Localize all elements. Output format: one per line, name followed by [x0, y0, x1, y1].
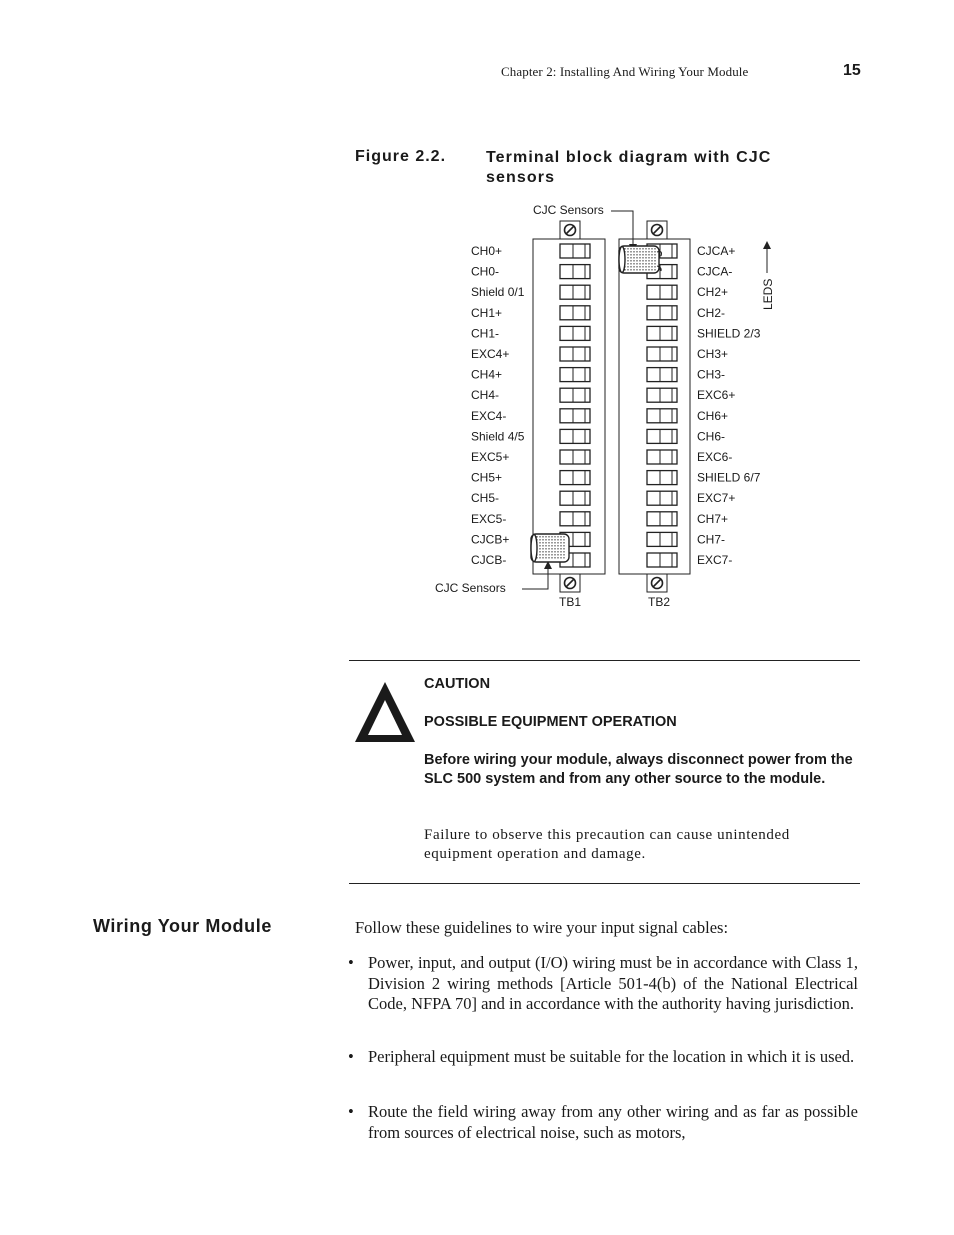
section-heading: Wiring Your Module — [93, 916, 272, 936]
terminal-label: SHIELD 2/3 — [697, 326, 761, 341]
terminal — [471, 388, 590, 402]
terminal — [471, 285, 590, 299]
terminal-label: EXC5- — [471, 511, 507, 526]
terminal — [471, 244, 590, 258]
leds-label: LEDS — [761, 278, 775, 310]
terminal-label: SHIELD 6/7 — [697, 470, 761, 485]
terminal-label: CH4- — [471, 388, 500, 403]
terminal-label: CH4+ — [471, 367, 503, 382]
terminal — [647, 326, 761, 340]
terminal-label: CH1+ — [471, 305, 503, 320]
tb2-label: TB2 — [648, 595, 671, 609]
tb2-screw-top-icon — [647, 221, 667, 239]
terminal — [471, 512, 590, 526]
terminal-label: EXC5+ — [471, 450, 510, 464]
terminal-label: CH1- — [471, 326, 500, 341]
tb2-screw-bottom-icon — [647, 574, 667, 592]
terminal-label: CH6- — [697, 429, 726, 444]
list-item — [348, 953, 858, 1015]
terminal-label: EXC6+ — [697, 388, 736, 403]
terminal — [471, 491, 590, 505]
terminal-label: CH6+ — [697, 408, 729, 423]
running-header-chapter: Chapter 2: Installing And Wiring Your Module — [501, 64, 749, 79]
leds-arrowhead — [763, 241, 771, 249]
terminal — [647, 471, 761, 485]
tb1-screw-bottom-icon — [560, 574, 580, 592]
tb1-screw-top-icon — [560, 221, 580, 239]
terminal — [471, 429, 590, 443]
cjc-sensors-top-label: CJC Sensors — [533, 203, 604, 217]
list-item — [348, 1102, 858, 1143]
terminal-block-tb2 — [619, 221, 761, 592]
bullet-text: Route the field wiring away from any other wiring and as far as possible from sources of electrical noise, such as motors, — [368, 1102, 858, 1142]
terminal-label: CH3+ — [697, 347, 729, 361]
terminal — [471, 347, 590, 361]
terminal — [471, 326, 590, 340]
terminal-label: CH0- — [471, 264, 500, 279]
terminal — [471, 368, 590, 382]
terminal — [647, 244, 735, 258]
terminal — [471, 450, 590, 464]
caution-bottom-rule — [349, 883, 860, 884]
terminal-label: CH2+ — [697, 285, 729, 300]
bullet-marker: • — [348, 953, 354, 972]
caution-body: Before wiring your module, always disconnect power from the SLC 500 system and from any other source to the module. — [424, 752, 853, 787]
terminal-label: CH7- — [697, 532, 726, 547]
figure-number: Figure 2.2. — [355, 148, 447, 165]
bullet-marker: • — [348, 1102, 354, 1121]
caution-subtitle: POSSIBLE EQUIPMENT OPERATION — [424, 714, 677, 730]
terminal — [471, 306, 590, 320]
cjc-sensors-bottom-label: CJC Sensors — [435, 581, 506, 595]
caution-note: Failure to observe this precaution can cause unintended equipment operation and damage. — [424, 827, 790, 862]
terminal-label: EXC4+ — [471, 347, 510, 361]
terminal-label: CJCB- — [471, 553, 507, 567]
page-number: 15 — [843, 62, 861, 79]
terminal-label: EXC7- — [697, 553, 733, 567]
terminal-label: CJCA- — [697, 264, 733, 279]
cjc-sensor-top — [619, 246, 659, 273]
caution-top-rule — [349, 660, 860, 661]
tb1-label: TB1 — [559, 595, 582, 609]
terminal-label: CJCA+ — [697, 244, 736, 258]
terminal — [647, 491, 735, 505]
bullet-text: Power, input, and output (I/O) wiring must be in accordance with Class 1, Division 2 wiring methods [Article 501-4(b) of the National Electrical Code, NFPA 70] and in accordance with the authority having jurisdiction. — [368, 953, 858, 1013]
cjc-sensor-bottom — [531, 534, 569, 562]
terminal-label: EXC7+ — [697, 491, 736, 506]
terminal-label: Shield 4/5 — [471, 429, 525, 444]
caution-title: CAUTION — [424, 676, 491, 692]
terminal-label: CH3- — [697, 367, 726, 382]
terminal-label: EXC6- — [697, 450, 733, 464]
terminal — [471, 265, 590, 279]
terminal-label: CJCB+ — [471, 532, 510, 547]
terminal-label: CH7+ — [697, 511, 729, 526]
terminal — [471, 471, 590, 485]
terminal-label: CH2- — [697, 305, 726, 320]
figure-title: Terminal block diagram with CJC sensors — [486, 149, 772, 186]
terminal — [471, 409, 590, 423]
bullet-marker: • — [348, 1047, 354, 1066]
bullet-text: Peripheral equipment must be suitable for the location in which it is used. — [368, 1047, 855, 1066]
terminal-label: CH5+ — [471, 470, 503, 485]
warning-triangle-icon — [352, 678, 418, 746]
terminal-label: Shield 0/1 — [471, 285, 525, 300]
section-intro: Follow these guidelines to wire your input signal cables: — [355, 918, 729, 937]
terminal-label: CH5- — [471, 491, 500, 506]
terminal-label: EXC4- — [471, 408, 507, 423]
terminal-label: CH0+ — [471, 244, 503, 258]
list-item — [348, 1047, 858, 1068]
terminal — [647, 388, 735, 402]
